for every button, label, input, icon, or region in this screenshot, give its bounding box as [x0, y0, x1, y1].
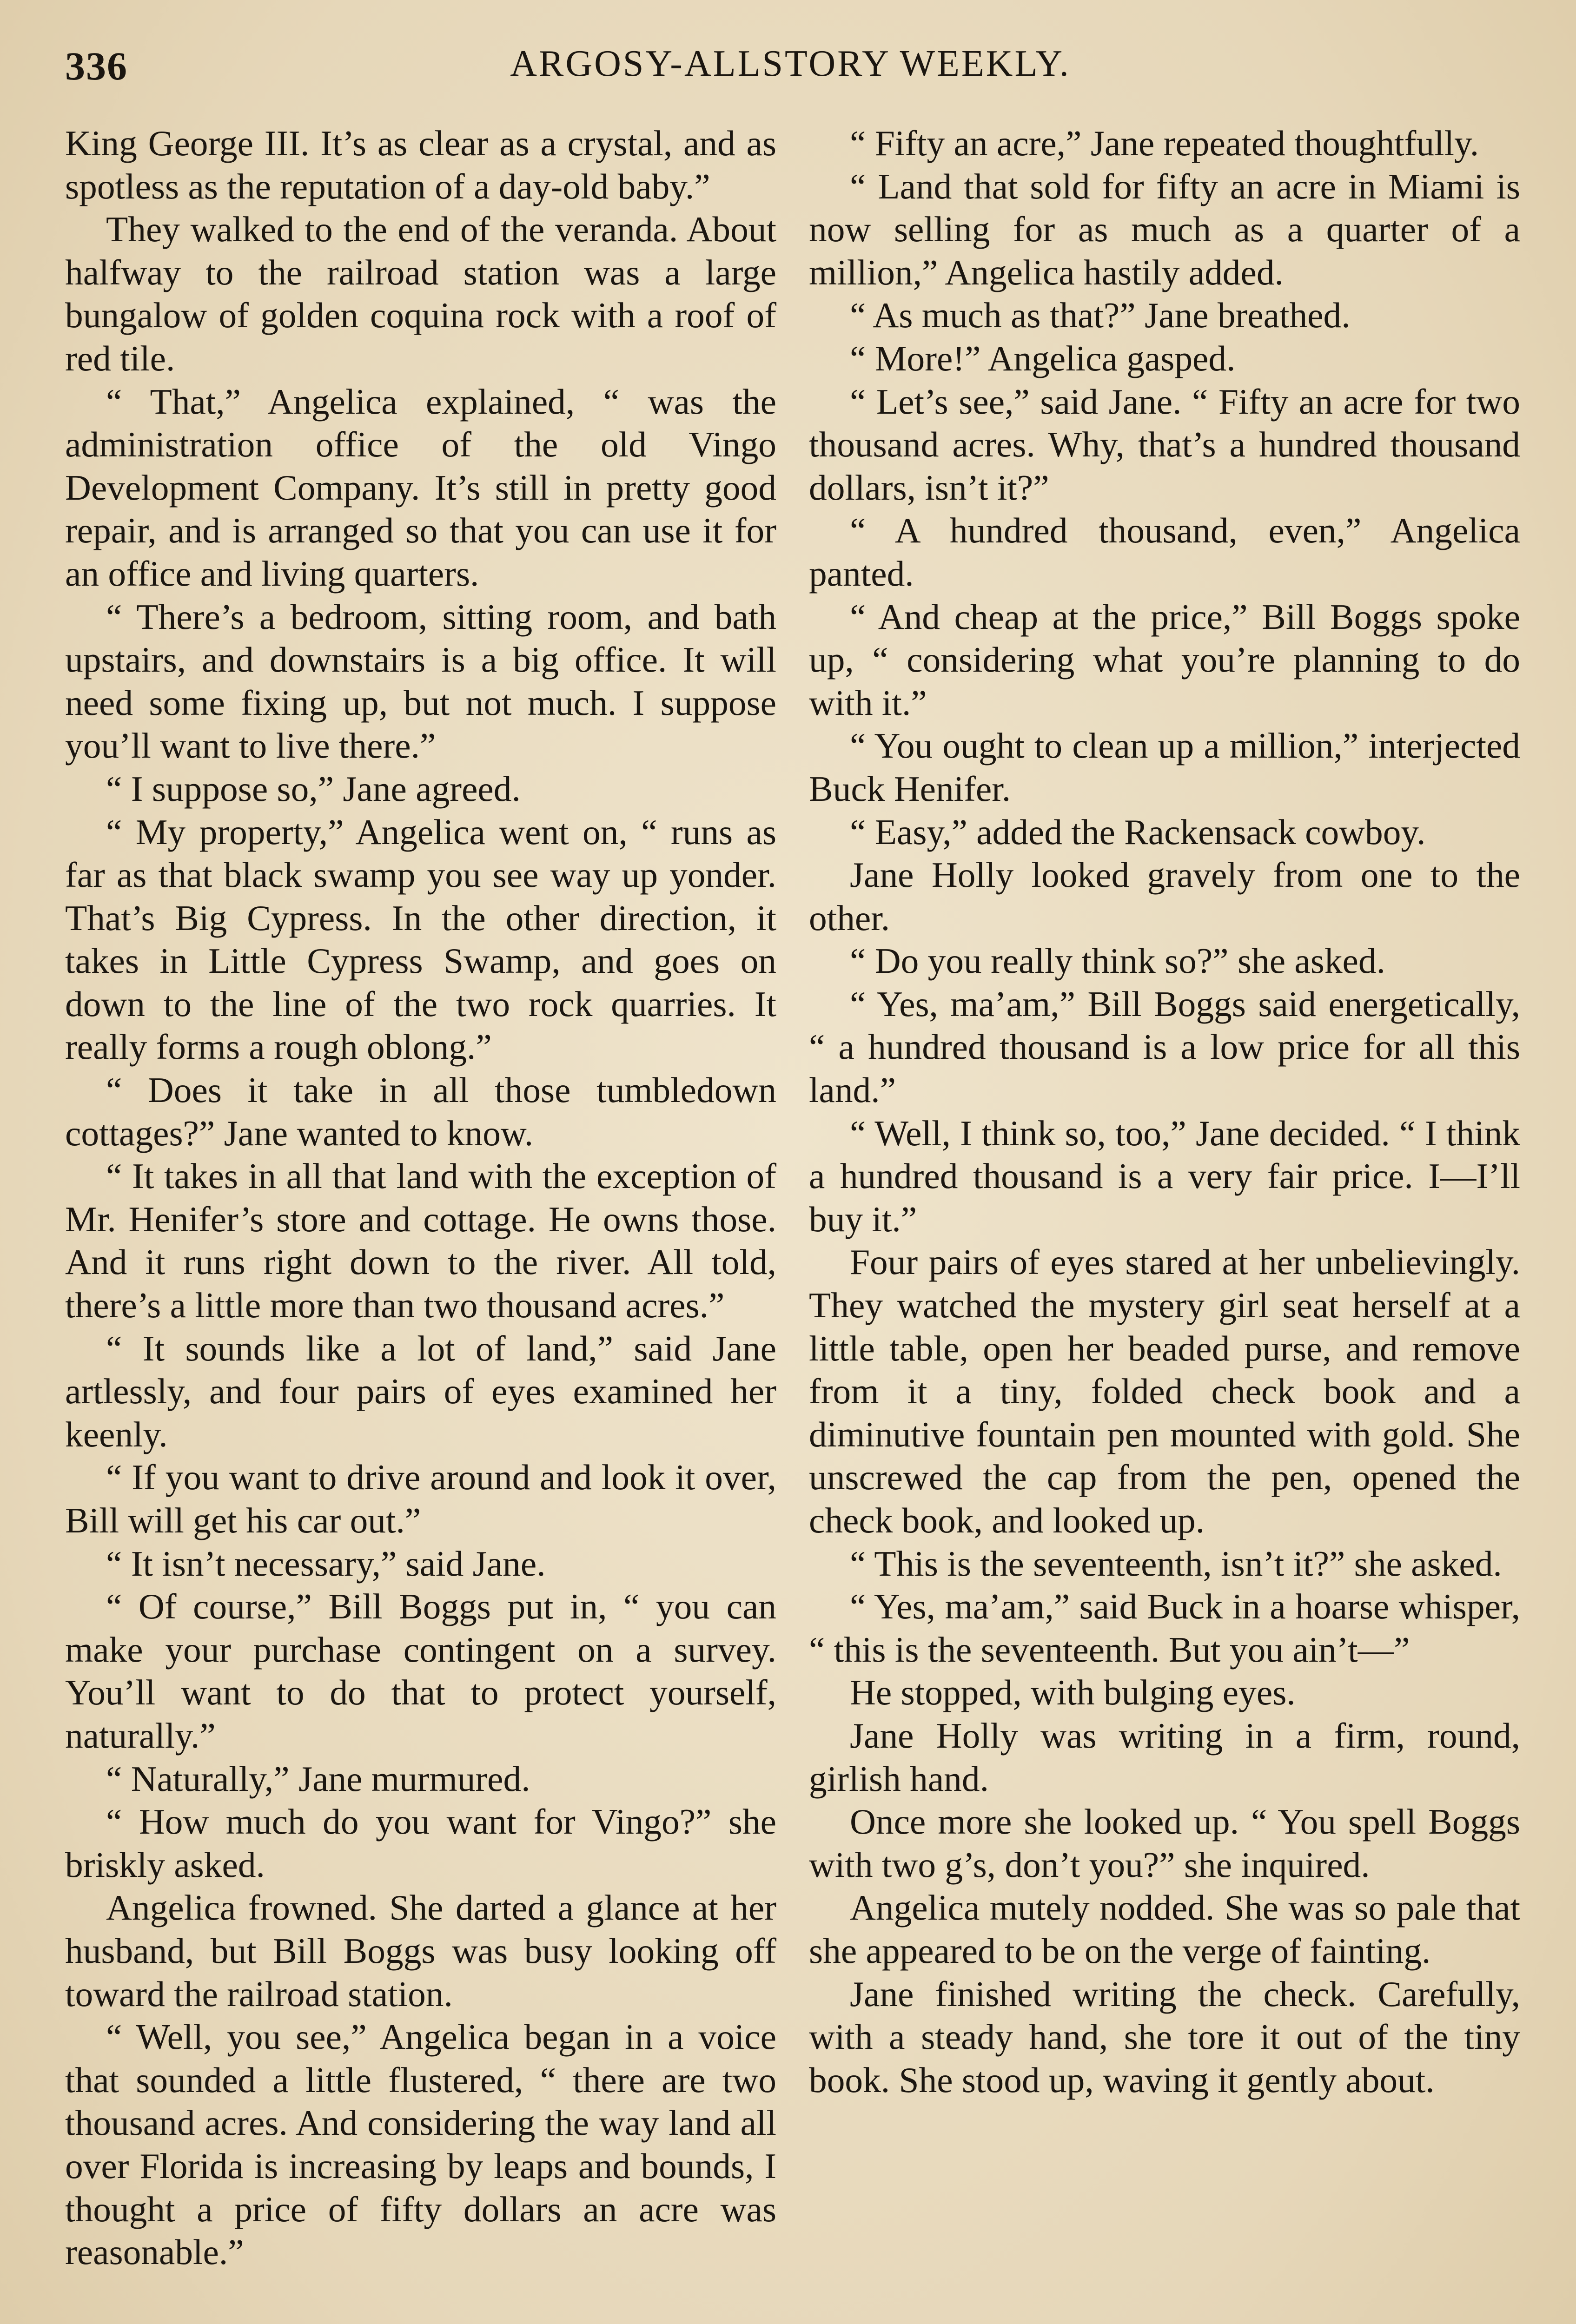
paragraph: “ It sounds like a lot of land,” said Jane artlessly, and four pairs of eyes examined her keenly.: [65, 1328, 776, 1454]
page-number: 336: [65, 44, 128, 88]
right-column: [809, 122, 1520, 2101]
paragraph: He stopped, with bulging eyes.: [850, 1672, 1296, 1713]
paragraph: King George III. It’s as clear as a crystal, and as spotless as the reputation of a day-old baby.”: [65, 123, 776, 206]
paragraph: “ Yes, ma’am,” Bill Boggs said energetically, “ a hundred thousand is a low price for all this land.”: [809, 984, 1520, 1110]
paragraph: Angelica frowned. She darted a glance at her husband, but Bill Boggs was busy looking off toward the railroad station.: [65, 1888, 776, 2014]
running-head: ARGOSY-ALLSTORY WEEKLY.: [510, 43, 1071, 84]
paragraph: “ You ought to clean up a million,” interjected Buck Henifer.: [809, 726, 1520, 809]
paragraph: Jane finished writing the check. Carefully, with a steady hand, she tore it out of the tiny book. She stood up, waving it gently about.: [809, 1974, 1520, 2100]
paragraph: “ Fifty an acre,” Jane repeated thoughtfully.: [850, 123, 1479, 163]
paragraph: They walked to the end of the veranda. About halfway to the railroad station was a large bungalow of golden coquina rock with a roof of red tile.: [65, 209, 776, 378]
paragraph: Jane Holly looked gravely from one to the other.: [809, 855, 1520, 938]
paragraph: “ And cheap at the price,” Bill Boggs spoke up, “ considering what you’re planning to do with it.”: [809, 596, 1520, 723]
paragraph: “ Land that sold for fifty an acre in Miami is now selling for as much as a quarter of a million,” Angelica hastily added.: [809, 166, 1520, 292]
paragraph: Once more she looked up. “ You spell Boggs with two g’s, don’t you?” she inquired.: [809, 1802, 1520, 1885]
paragraph: “ Easy,” added the Rackensack cowboy.: [850, 812, 1426, 852]
paragraph: “ Let’s see,” said Jane. “ Fifty an acre for two thousand acres. Why, that’s a hundred thousand dollars, isn’t it?”: [809, 381, 1520, 508]
paragraph: “ A hundred thousand, even,” Angelica panted.: [809, 510, 1520, 594]
paragraph: “ There’s a bedroom, sitting room, and bath upstairs, and downstairs is a big office. It will need some fixing up, but not much. I suppose you’ll want to live there.”: [65, 596, 776, 766]
paragraph: “ How much do you want for Vingo?” she briskly asked.: [65, 1802, 776, 1885]
paragraph: Four pairs of eyes stared at her unbelievingly. They watched the mystery girl seat herself at a little table, open her beaded purse, and remove from it a tiny, folded check book and a diminutive fountain pen mounted with gold. She unscrewed the cap from the pen, opened the check book, and looked up.: [809, 1242, 1520, 1540]
paragraph: “ If you want to drive around and look it over, Bill will get his car out.”: [65, 1457, 776, 1540]
paragraph: “ I suppose so,” Jane agreed.: [106, 768, 521, 809]
paragraph: “ It isn’t necessary,” said Jane.: [106, 1543, 546, 1584]
paragraph: “ Well, you see,” Angelica began in a voice that sounded a little flustered, “ there are two thousand acres. And considering the way land all over Florida is increasing by leaps and bounds, I thought a price of fifty dollars an acre was reasonable.”: [65, 2017, 776, 2272]
paragraph: “ Naturally,” Jane murmured.: [106, 1758, 530, 1799]
paragraph: Jane Holly was writing in a firm, round, girlish hand.: [809, 1715, 1520, 1799]
paragraph: “ This is the seventeenth, isn’t it?” she asked.: [850, 1543, 1502, 1584]
paragraph: “ It takes in all that land with the exception of Mr. Henifer’s store and cottage. He owns those. And it runs right down to the river. All told, there’s a little more than two thousand acres.”: [65, 1156, 776, 1326]
paragraph: “ Does it take in all those tumbledown cottages?” Jane wanted to know.: [65, 1070, 776, 1153]
paragraph: “ Yes, ma’am,” said Buck in a hoarse whisper, “ this is the seventeenth. But you ain’t—”: [809, 1586, 1520, 1670]
paragraph: “ My property,” Angelica went on, “ runs as far as that black swamp you see way up yonder. That’s Big Cypress. In the other direction, it takes in Little Cypress Swamp, and goes on down to the line of the two rock quarries. It really forms a rough oblong.”: [65, 812, 776, 1067]
paragraph: “ That,” Angelica explained, “ was the administration office of the old Vingo Development Company. It’s still in pretty good repair, and is arranged so that you can use it for an office and living quarters.: [65, 381, 776, 594]
paragraph: “ Well, I think so, too,” Jane decided. “ I think a hundred thousand is a very fair price. I—I’ll buy it.”: [809, 1113, 1520, 1239]
left-column: [65, 122, 776, 2274]
paragraph: “ Of course,” Bill Boggs put in, “ you can make your purchase contingent on a survey. You’ll want to do that to protect yourself, naturally.”: [65, 1586, 776, 1756]
paragraph: “ As much as that?” Jane breathed.: [850, 295, 1351, 336]
paragraph: “ Do you really think so?” she asked.: [850, 941, 1385, 981]
page-header: [65, 43, 1516, 99]
paragraph: “ More!” Angelica gasped.: [850, 338, 1236, 378]
paragraph: Angelica mutely nodded. She was so pale that she appeared to be on the verge of fainting.: [809, 1888, 1520, 1971]
